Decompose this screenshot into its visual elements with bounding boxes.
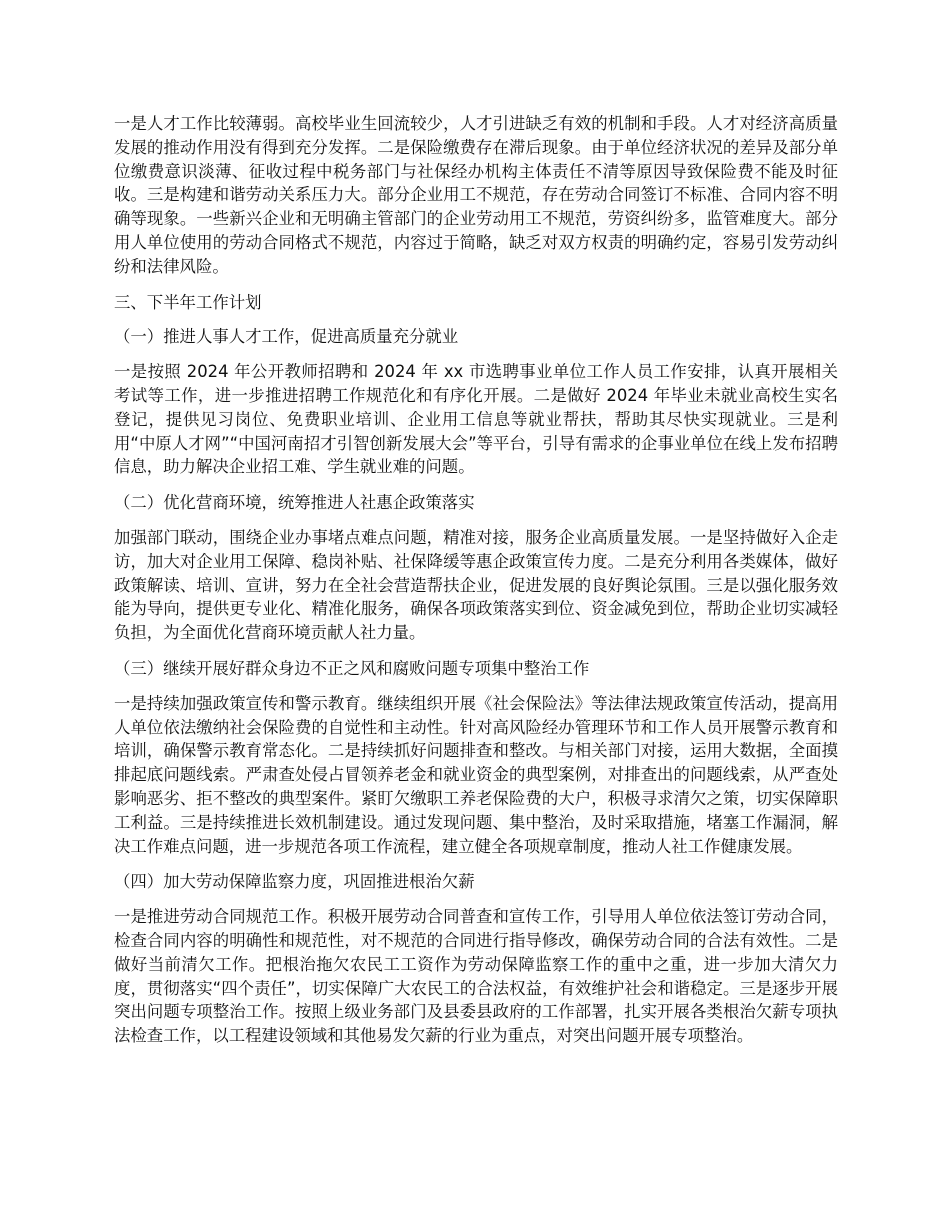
paragraph-labor-inspection: 一是推进劳动合同规范工作。积极开展劳动合同普查和宣传工作，引导用人单位依法签订劳动合同，检查合同内容的明确性和规范性，对不规范的合同进行指导修改，确保劳动合同的合法有效性。二是做好当前清欠工作。把根治拖欠农民工工资作为劳动保障监察工作的重中之重，进一步加大清欠力度，贯彻落实“四个责任”，切实保障广大农民工的合法权益，有效维护社会和谐稳定。三是逐步开展突出问题专项整治工作。按照上级业务部门及县委县政府的工作部署，扎实开展各类根治欠薪专项执法检查工作，以工程建设领域和其他易发欠薪的行业为重点，对突出问题开展专项整治。 <box>114 907 838 1046</box>
subheading-labor-inspection: （四）加大劳动保障监察力度，巩固推进根治欠薪 <box>114 872 475 892</box>
paragraph-talent: 一是按照 2024 年公开教师招聘和 2024 年 xx 市选聘事业单位工作人员工作安排，认真开展相关考试等工作，进一步推进招聘工作规范化和有序化开展。二是做好 2024 年毕业未就业高校生实名登记，提供见习岗位、免费职业培训、企业用工信息等就业帮扶，帮助其尽快实现就业。三是利用“中原人才网”“中国河南招才引智创新发展大会”等平台，引导有需求的企事业单位在线上发布招聘信息，助力解决企业招工难、学生就业难的问题。 <box>114 362 838 477</box>
subheading-talent: （一）推进人事人才工作，促进高质量充分就业 <box>114 327 459 347</box>
paragraph-business-environment: 加强部门联动，围绕企业办事堵点难点问题，精准对接，服务企业高质量发展。一是坚持做好入企走访，加大对企业用工保障、稳岗补贴、社保降缓等惠企政策宣传力度。二是充分利用各类媒体，做好政策解读、培训、宣讲，努力在全社会营造帮扶企业，促进发展的良好舆论氛围。三是以强化服务效能为导向，提供更专业化、精准化服务，确保各项政策落实到位、资金减免到位，帮助企业切实减轻负担，为全面优化营商环境贡献人社力量。 <box>114 527 838 643</box>
subheading-business-environment: （二）优化营商环境，统筹推进人社惠企政策落实 <box>114 493 475 513</box>
paragraph-problems: 一是人才工作比较薄弱。高校毕业生回流较少，人才引进缺乏有效的机制和手段。人才对经济高质量发展的推动作用没有得到充分发挥。二是保险缴费存在滞后现象。由于单位经济状况的差异及部分单位缴费意识淡薄、征收过程中税务部门与社保经办机构主体责任不清等原因导致保险费不能及时征收。三是构建和谐劳动关系压力大。部分企业用工不规范，存在劳动合同签订不标准、合同内容不明确等现象。一些新兴企业和无明确主管部门的企业劳动用工不规范，劳资纠纷多，监管难度大。部分用人单位使用的劳动合同格式不规范，内容过于简略，缺乏对双方权责的明确约定，容易引发劳动纠纷和法律风险。 <box>114 114 838 276</box>
paragraph-rectification: 一是持续加强政策宣传和警示教育。继续组织开展《社会保险法》等法律法规政策宣传活动，提高用人单位依法缴纳社会保险费的自觉性和主动性。针对高风险经办管理环节和工作人员开展警示教育和培训，确保警示教育常态化。二是持续抓好问题排查和整改。与相关部门对接，运用大数据，全面摸排起底问题线索。严肃查处侵占冒领养老金和就业资金的典型案例，对排查出的问题线索，从严查处影响恶劣、拒不整改的典型案件。紧盯欠缴职工养老保险费的大户，积极寻求清欠之策，切实保障职工利益。三是持续推进长效机制建设。通过发现问题、集中整治，及时采取措施，堵塞工作漏洞，解决工作难点问题，进一步规范各项工作流程，建立健全各项规章制度，推动人社工作健康发展。 <box>114 693 838 856</box>
document-page <box>114 112 838 1060</box>
subheading-rectification: （三）继续开展好群众身边不正之风和腐败问题专项集中整治工作 <box>114 658 590 678</box>
section-heading-plan: 三、下半年工作计划 <box>114 292 262 312</box>
